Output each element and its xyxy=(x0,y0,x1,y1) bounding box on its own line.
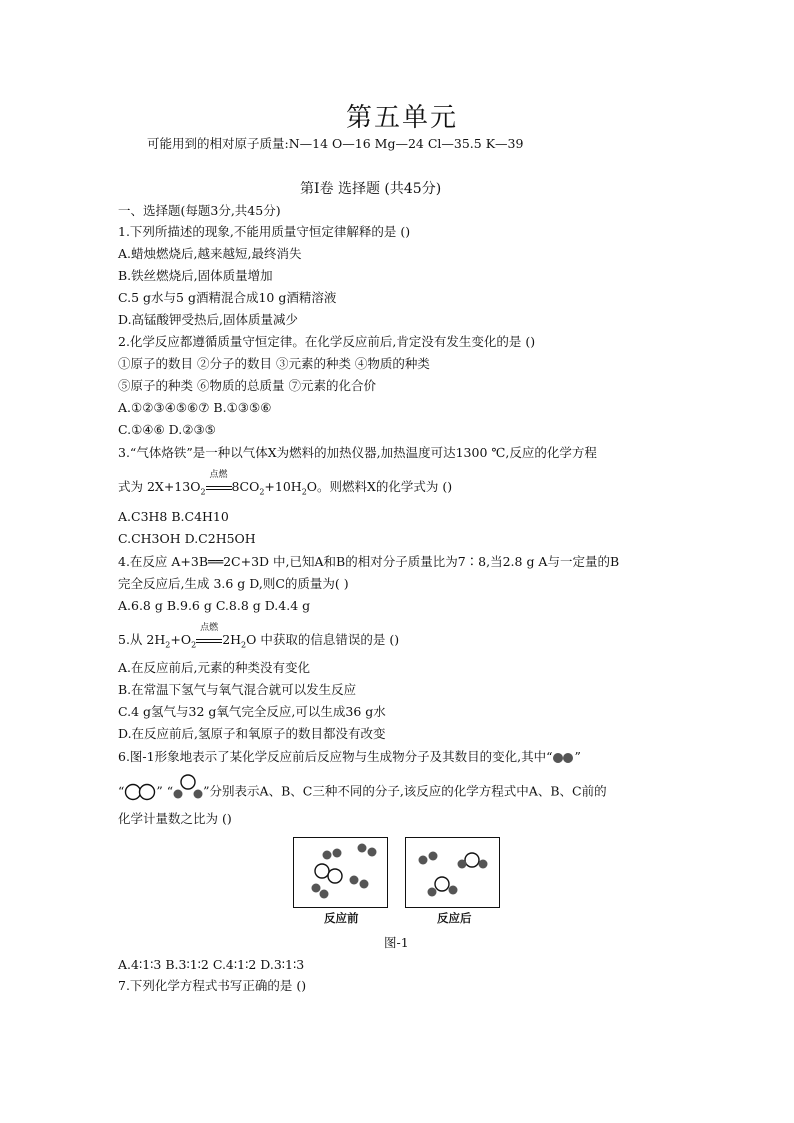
q5-option-c: C.4 g氢气与32 g氧气完全反应,可以生成36 g水 xyxy=(118,704,386,719)
figure-after-box xyxy=(405,837,500,908)
section-heading: 第Ⅰ卷 选择题 (共45分) xyxy=(300,181,442,197)
eq-sub: 2 xyxy=(241,640,247,650)
q1-option-c: C.5 g水与5 g酒精混合成10 g酒精溶液 xyxy=(118,290,337,305)
q6-text: “ xyxy=(118,783,125,799)
q3-stem: 3.“气体烙铁”是一种以气体X为燃料的加热仪器,加热温度可达1300 ℃,反应的化学方程 xyxy=(118,445,597,460)
q5-option-d: D.在反应前后,氢原子和氧原子的数目都没有改变 xyxy=(118,726,386,741)
eq-text: +10H xyxy=(264,479,302,494)
reaction-arrow xyxy=(206,470,232,495)
q1-option-d: D.高锰酸钾受热后,固体质量减少 xyxy=(118,312,299,327)
eq-text: 8CO xyxy=(231,479,260,494)
molecule-c-icon xyxy=(173,773,203,801)
q2-items-1: ①原子的数目 ②分子的数目 ③元素的种类 ④物质的种类 xyxy=(118,356,430,371)
q7-stem: 7.下列化学方程式书写正确的是 () xyxy=(118,978,307,993)
q3-options-ab: A.C3H8 B.C4H10 xyxy=(118,509,229,524)
reactant-molecules xyxy=(294,838,387,907)
eq-text: +O xyxy=(170,632,192,647)
eq-sub: 2 xyxy=(259,487,265,497)
q6-text: 6.图-1形象地表示了某化学反应前后反应物与生成物分子及其数目的变化,其中“ xyxy=(118,749,553,764)
caption-after: 反应后 xyxy=(437,911,472,925)
q2-stem: 2.化学反应都遵循质量守恒定律。在化学反应前后,肯定没有发生变化的是 () xyxy=(118,334,536,349)
figure-label: 图-1 xyxy=(384,935,409,950)
q4-line-1: 4.在反应 A+3B══2C+3D 中,已知A和B的相对分子质量比为7∶8,当2.8 g A与一定量的B xyxy=(118,554,620,569)
eq-text: O。则燃料X的化学式为 () xyxy=(306,479,453,494)
q6-text: ” “ xyxy=(156,783,174,799)
caption-before: 反应前 xyxy=(324,911,359,925)
q4-line-2: 完全反应后,生成 3.6 g D,则C的质量为( ) xyxy=(118,576,349,591)
eq-sub: 2 xyxy=(165,640,171,650)
reaction-condition: 点燃 xyxy=(209,470,228,480)
q1-stem: 1.下列所描述的现象,不能用质量守恒定律解释的是 () xyxy=(118,224,411,239)
q3-options-cd: C.CH3OH D.C2H5OH xyxy=(118,531,256,546)
product-molecules xyxy=(406,838,499,907)
q1-option-b: B.铁丝燃烧后,固体质量增加 xyxy=(118,268,273,283)
eq-text: 2H xyxy=(222,632,242,647)
q6-line-3: 化学计量数之比为 () xyxy=(118,811,232,826)
page-title: 第五单元 xyxy=(346,103,459,133)
eq-sub: 2 xyxy=(191,640,197,650)
q6-options: A.4∶1∶3 B.3∶1∶2 C.4∶1∶2 D.3∶1∶3 xyxy=(118,957,305,972)
atomic-mass-note: 可能用到的相对原子质量:N—14 O—16 Mg—24 Cl—35.5 K—39 xyxy=(147,136,524,151)
eq-text: O 中获取的信息错误的是 () xyxy=(246,632,400,647)
reaction-arrow xyxy=(196,623,222,648)
eq-sub: 2 xyxy=(200,487,206,497)
q4-options: A.6.8 g B.9.6 g C.8.8 g D.4.4 g xyxy=(118,598,311,613)
q2-items-2: ⑤原子的种类 ⑥物质的总质量 ⑦元素的化合价 xyxy=(118,378,376,393)
q5-stem xyxy=(118,623,400,654)
eq-text: 5.从 2H xyxy=(118,632,166,647)
molecule-a-icon xyxy=(552,752,574,764)
q2-options-ab: A.①②③④⑤⑥⑦ B.①③⑤⑥ xyxy=(118,400,272,415)
q6-line-2 xyxy=(118,783,607,801)
q3-equation xyxy=(118,470,453,501)
q2-options-cd: C.①④⑥ D.②③⑤ xyxy=(118,422,216,437)
q1-option-a: A.蜡烛燃烧后,越来越短,最终消失 xyxy=(118,246,302,261)
part-heading: 一、选择题(每题3分,共45分) xyxy=(118,203,281,218)
eq-sub: 2 xyxy=(301,487,307,497)
eq-text: 式为 2X+13O xyxy=(118,479,201,494)
q6-text: ”分别表示A、B、C三种不同的分子,该反应的化学方程式中A、B、C前的 xyxy=(203,783,607,799)
q6-text: ” xyxy=(574,749,581,764)
reaction-condition: 点燃 xyxy=(200,623,219,633)
q5-option-b: B.在常温下氢气与氧气混合就可以发生反应 xyxy=(118,682,357,697)
molecule-b-icon xyxy=(124,783,156,801)
figure-before-box xyxy=(293,837,388,908)
q5-option-a: A.在反应前后,元素的种类没有变化 xyxy=(118,660,310,675)
q6-line-1 xyxy=(118,749,581,765)
